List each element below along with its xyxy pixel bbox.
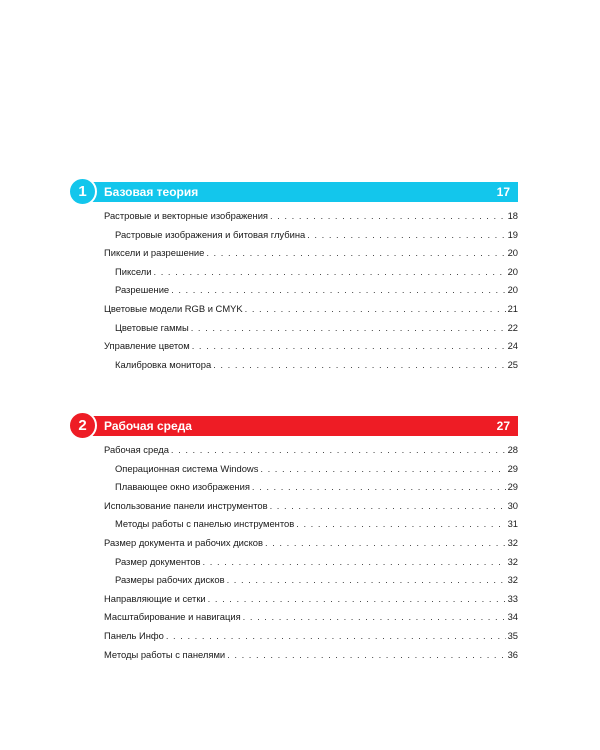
toc-entry[interactable] bbox=[68, 553, 518, 572]
toc-entry[interactable] bbox=[68, 534, 518, 553]
toc-entry-page: 28 bbox=[507, 444, 518, 455]
toc-entry-title: Плавающее окно изображения bbox=[115, 481, 250, 493]
dot-leader bbox=[260, 460, 505, 479]
toc-entry-title: Панель Инфо bbox=[104, 629, 164, 641]
toc-entry-page: 18 bbox=[507, 210, 518, 221]
toc-entry[interactable] bbox=[68, 319, 518, 338]
toc-entry-page: 34 bbox=[507, 611, 518, 623]
dot-leader bbox=[227, 646, 505, 665]
section-page-number: 27 bbox=[496, 419, 510, 433]
toc-entry-title: Размеры рабочих дисков bbox=[115, 574, 225, 586]
dot-leader bbox=[270, 497, 506, 516]
toc-entry-page: 31 bbox=[507, 518, 518, 530]
toc-entry-page: 24 bbox=[507, 340, 518, 352]
section-header bbox=[68, 180, 518, 203]
toc-entry[interactable] bbox=[68, 207, 518, 226]
toc-entry-title: Методы работы с панелью инструментов bbox=[115, 518, 295, 530]
toc-entry[interactable] bbox=[68, 337, 518, 356]
dot-leader bbox=[208, 590, 506, 609]
toc-entry-title: Растровые и векторные изображения bbox=[104, 210, 269, 221]
toc-entry-page: 29 bbox=[507, 462, 518, 474]
dot-leader bbox=[265, 534, 506, 553]
toc-entry-page: 32 bbox=[507, 536, 518, 548]
toc-entry[interactable] bbox=[68, 460, 518, 479]
toc-entry-title: Рабочая среда bbox=[104, 444, 169, 455]
section-basic-theory bbox=[68, 180, 518, 374]
dot-leader bbox=[252, 478, 506, 497]
toc-entry[interactable] bbox=[68, 281, 518, 300]
toc-entry-title: Калибровка монитора bbox=[115, 358, 212, 370]
dot-leader bbox=[245, 300, 506, 319]
toc-entry-page: 32 bbox=[507, 574, 518, 586]
dot-leader bbox=[270, 207, 506, 226]
toc-entry-title: Масштабирование и навигация bbox=[104, 611, 241, 623]
toc-entry[interactable] bbox=[68, 515, 518, 534]
dot-leader bbox=[192, 337, 506, 356]
dot-leader bbox=[153, 263, 505, 282]
dot-leader bbox=[203, 553, 506, 572]
toc-entry[interactable] bbox=[68, 627, 518, 646]
section-title-bar bbox=[80, 182, 518, 202]
toc-entry-page: 32 bbox=[507, 555, 518, 567]
toc-entry-page: 30 bbox=[507, 499, 518, 511]
toc-entry-title: Размер документов bbox=[115, 555, 201, 567]
dot-leader bbox=[166, 627, 506, 646]
section-title: Рабочая среда bbox=[104, 419, 192, 433]
toc-entry-title: Использование панели инструментов bbox=[104, 499, 268, 511]
dot-leader bbox=[191, 319, 506, 338]
dot-leader bbox=[307, 226, 505, 245]
dot-leader bbox=[296, 515, 505, 534]
toc-entry[interactable] bbox=[68, 590, 518, 609]
toc-entry-title: Растровые изображения и битовая глубина bbox=[115, 228, 306, 240]
toc-entry[interactable] bbox=[68, 441, 518, 460]
toc-entry[interactable] bbox=[68, 497, 518, 516]
toc-entry-page: 29 bbox=[507, 481, 518, 493]
toc-entry-title: Пиксели и разрешение bbox=[104, 247, 205, 259]
toc-entry-page: 36 bbox=[507, 648, 518, 660]
section-page-number: 17 bbox=[496, 185, 510, 199]
section-title-bar bbox=[80, 416, 518, 436]
toc-entry-page: 21 bbox=[507, 302, 518, 314]
dot-leader bbox=[171, 281, 505, 300]
section-title: Базовая теория bbox=[104, 185, 199, 199]
dot-leader bbox=[206, 244, 505, 263]
toc-entry-title: Управление цветом bbox=[104, 340, 190, 352]
toc-entry-title: Направляющие и сетки bbox=[104, 592, 206, 604]
section-number-badge: 1 bbox=[68, 177, 97, 206]
toc-entry-title: Цветовые модели RGB и CMYK bbox=[104, 302, 243, 314]
toc-entry[interactable] bbox=[68, 300, 518, 319]
section-workspace bbox=[68, 414, 518, 664]
toc-entry[interactable] bbox=[68, 263, 518, 282]
dot-leader bbox=[213, 356, 505, 375]
toc-entry[interactable] bbox=[68, 608, 518, 627]
toc-entry-title: Методы работы с панелями bbox=[104, 648, 226, 660]
toc-entry-title: Размер документа и рабочих дисков bbox=[104, 536, 263, 548]
toc-entry-title: Разрешение bbox=[115, 284, 170, 296]
toc-entry-title: Цветовые гаммы bbox=[115, 321, 189, 333]
toc-entry-page: 20 bbox=[507, 247, 518, 259]
section-header bbox=[68, 414, 518, 437]
dot-leader bbox=[171, 441, 506, 460]
section-number-badge: 2 bbox=[68, 411, 97, 440]
toc-entry-page: 33 bbox=[507, 592, 518, 604]
toc-entry[interactable] bbox=[68, 646, 518, 665]
dot-leader bbox=[243, 608, 506, 627]
toc-entry[interactable] bbox=[68, 356, 518, 375]
toc-entry-title: Операционная система Windows bbox=[115, 462, 259, 474]
toc-entry[interactable] bbox=[68, 478, 518, 497]
toc-entry-page: 20 bbox=[507, 265, 518, 277]
toc-entry[interactable] bbox=[68, 244, 518, 263]
toc-entry-title: Пиксели bbox=[115, 265, 152, 277]
toc-list bbox=[68, 441, 518, 664]
toc-entry-page: 19 bbox=[507, 228, 518, 240]
toc-entry-page: 35 bbox=[507, 629, 518, 641]
toc-entry-page: 22 bbox=[507, 321, 518, 333]
toc-entry[interactable] bbox=[68, 226, 518, 245]
toc-list bbox=[68, 207, 518, 374]
toc-entry-page: 25 bbox=[507, 358, 518, 370]
dot-leader bbox=[227, 571, 506, 590]
toc-entry-page: 20 bbox=[507, 284, 518, 296]
toc-entry[interactable] bbox=[68, 571, 518, 590]
